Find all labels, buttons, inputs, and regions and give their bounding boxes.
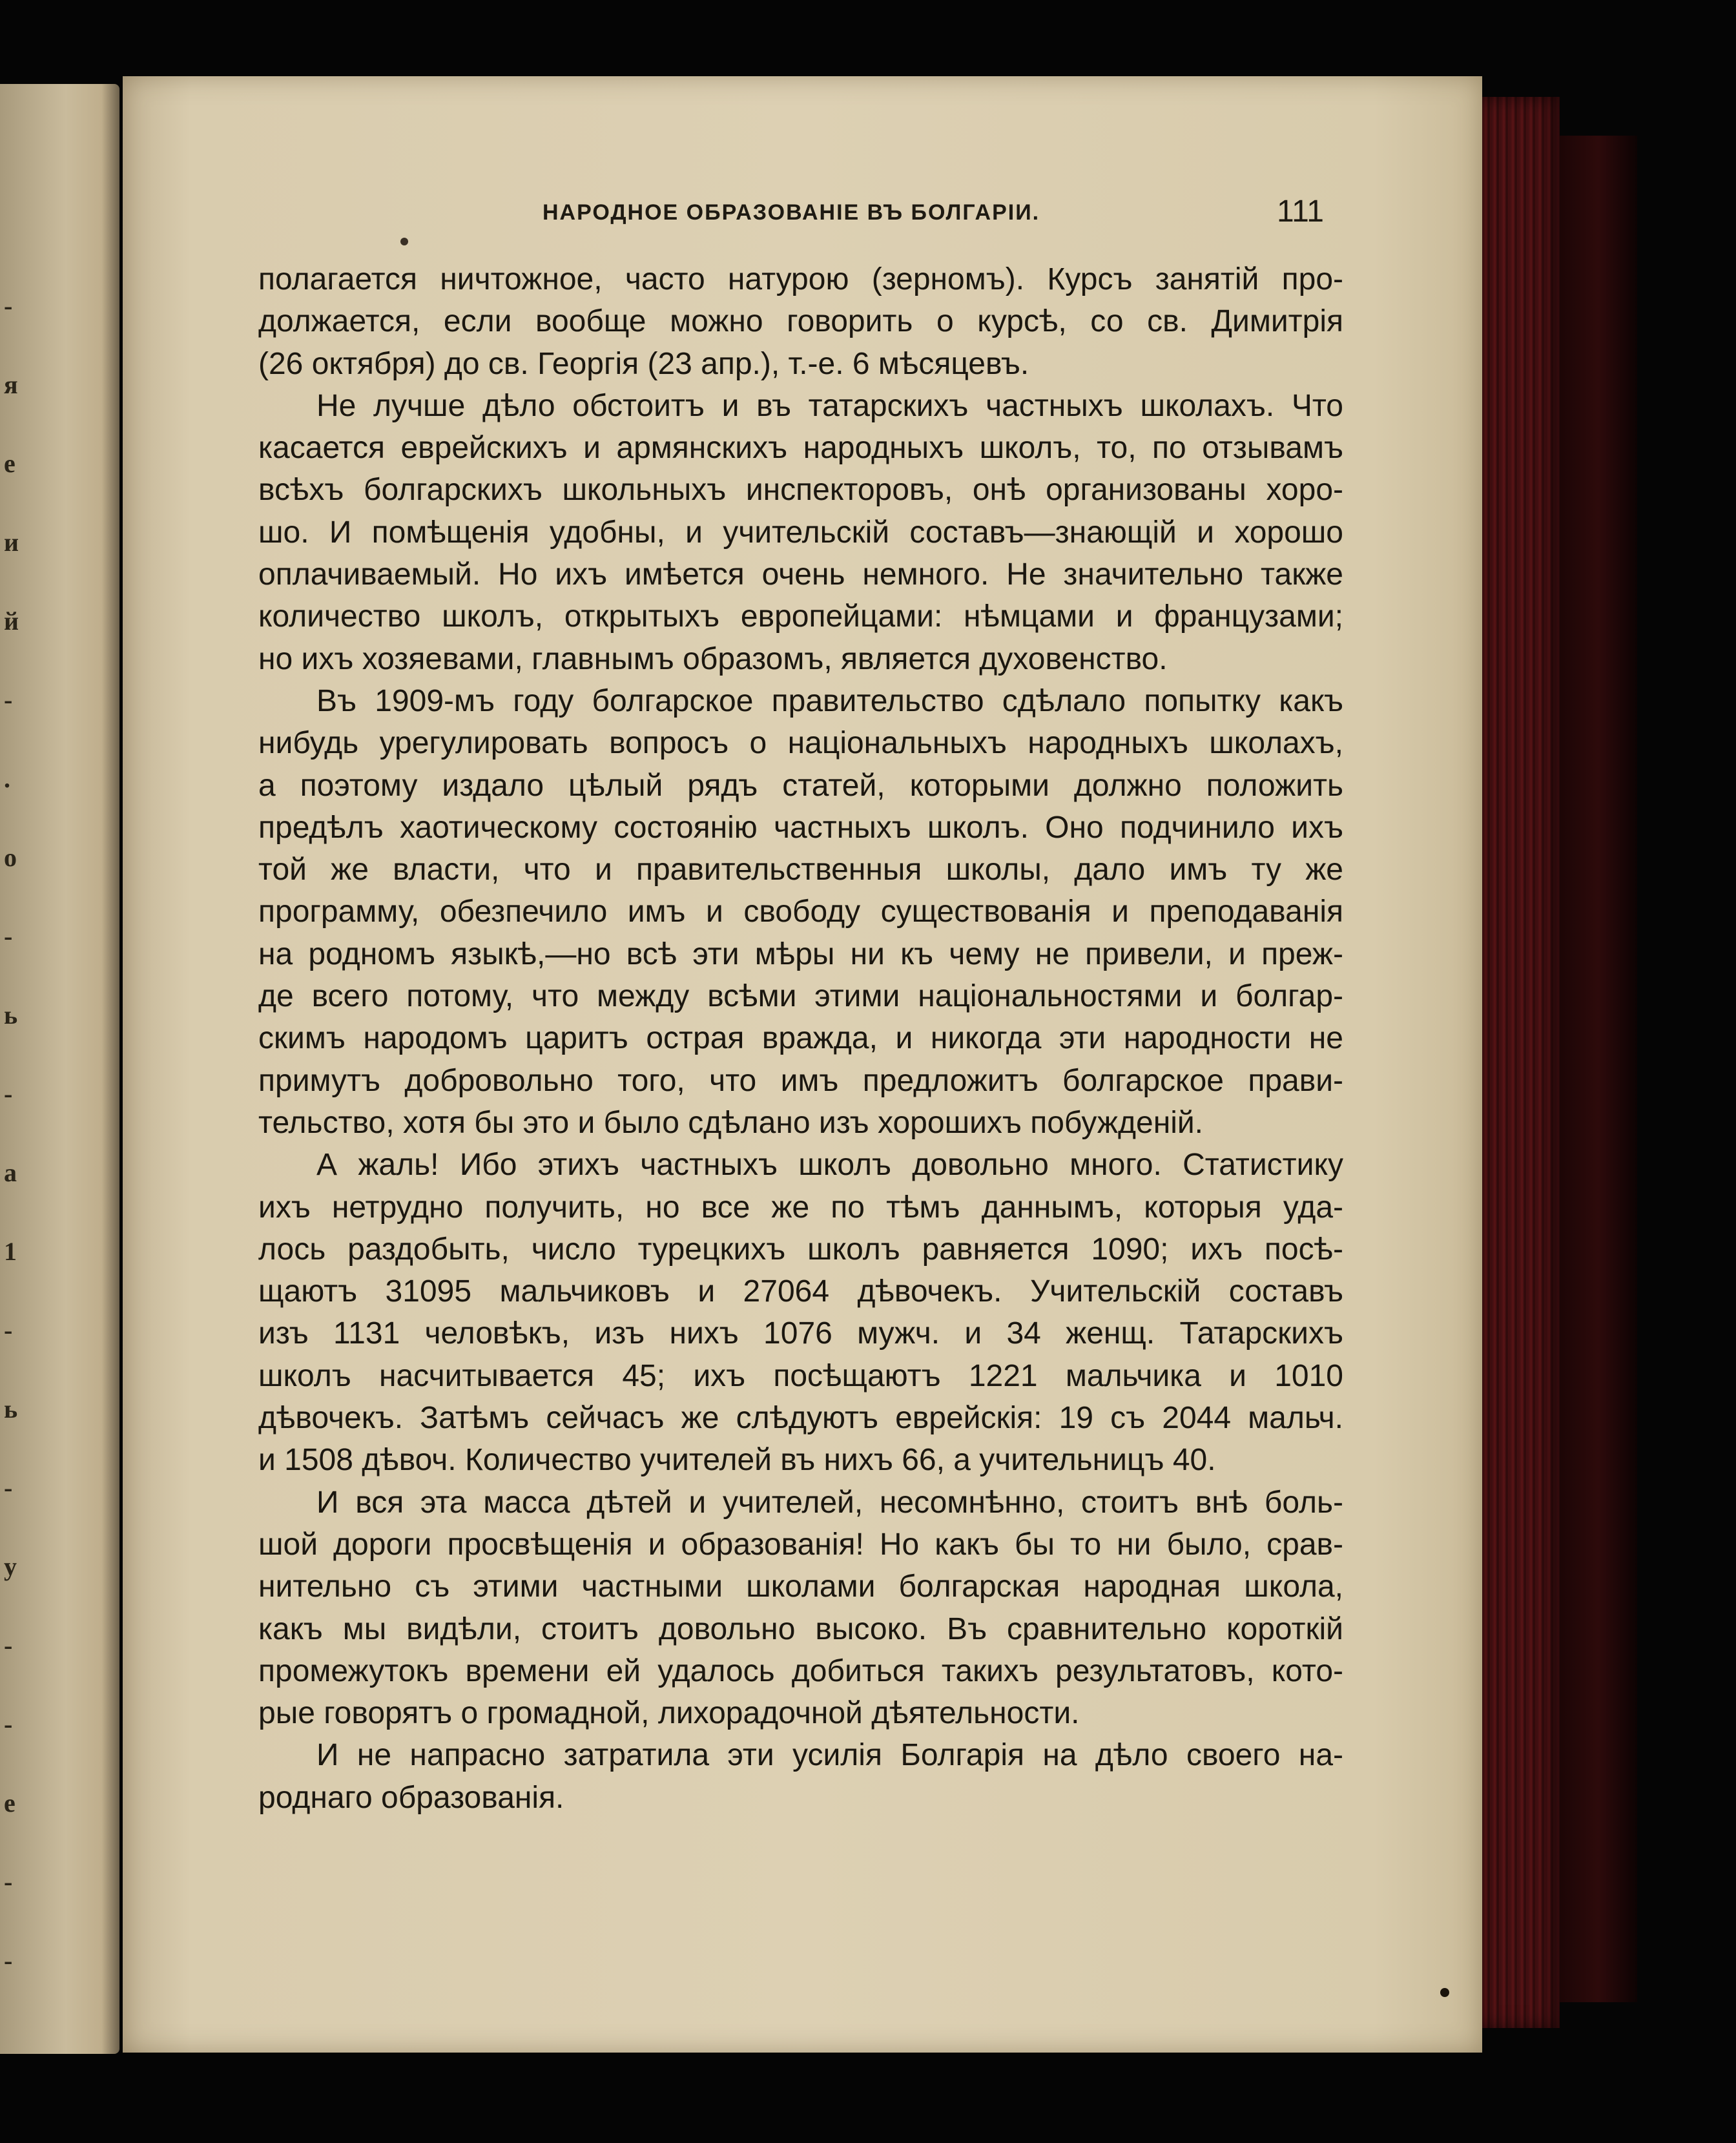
ink-speck bbox=[1440, 1988, 1449, 1997]
text-line: и 1508 дѣвоч. Количество учителей въ нихъ 66, а учительницъ 40. bbox=[258, 1443, 1216, 1478]
facing-page-glyph: я bbox=[4, 370, 18, 399]
text-line: Не лучше дѣло обстоитъ и въ татарскихъ частныхъ школахъ. Что bbox=[316, 388, 1343, 423]
facing-page-glyph: - bbox=[4, 1079, 13, 1108]
book-edge-dark bbox=[1560, 136, 1637, 2002]
text-line: (26 октября) до св. Георгія (23 апр.), т.-е. 6 мѣсяцевъ. bbox=[258, 346, 1029, 381]
paragraph bbox=[258, 385, 1343, 680]
text-line: предѣлъ хаотическому состоянію частныхъ школъ. Оно подчинило ихъ bbox=[258, 810, 1343, 845]
text-line: де всего потому, что между всѣми этими національностями и болгар- bbox=[258, 979, 1343, 1014]
text-line: щаютъ 31095 мальчиковъ и 27064 дѣвочекъ. Учительскій составъ bbox=[258, 1274, 1343, 1309]
facing-page-glyph: ь bbox=[4, 1394, 18, 1423]
facing-page-glyph: - bbox=[4, 1631, 13, 1660]
paragraph bbox=[258, 258, 1343, 385]
facing-page-glyph: - bbox=[4, 1316, 13, 1345]
text-line: примутъ добровольно того, что имъ предложитъ болгарское прави- bbox=[258, 1063, 1343, 1098]
facing-page-glyph: и bbox=[4, 528, 19, 557]
text-line: нибудь урегулировать вопросъ о національныхъ народныхъ школахъ, bbox=[258, 726, 1343, 761]
text-line: на родномъ языкѣ,—но всѣ эти мѣры ни къ чему не привели, и преж- bbox=[258, 937, 1343, 971]
text-line: должается, если вообще можно говорить о курсѣ, со св. Димитрія bbox=[258, 304, 1343, 339]
text-line: скимъ народомъ царитъ острая вражда, и никогда эти народности не bbox=[258, 1021, 1343, 1056]
text-line: Въ 1909-мъ году болгарское правительство сдѣлало попытку какъ bbox=[316, 683, 1343, 718]
text-line: полагается ничтожное, часто натурою (зерномъ). Курсъ занятій про- bbox=[258, 262, 1343, 296]
facing-page-glyph: й bbox=[4, 606, 19, 636]
paragraph bbox=[258, 1734, 1343, 1819]
text-line: какъ мы видѣли, стоитъ довольно высоко. Въ сравнительно короткій bbox=[258, 1611, 1343, 1646]
text-line: но ихъ хозяевами, главнымъ образомъ, является духовенство. bbox=[258, 641, 1168, 676]
text-line: касается еврейскихъ и армянскихъ народныхъ школъ, то, по отзывамъ bbox=[258, 431, 1343, 466]
facing-page-glyph: - bbox=[4, 922, 13, 951]
facing-page-glyph: - bbox=[4, 1473, 13, 1502]
text-line: рые говорятъ о громадной, лихорадочной дѣятельности. bbox=[258, 1696, 1080, 1731]
facing-page-glyph: . bbox=[4, 764, 10, 793]
text-line: А жаль! Ибо этихъ частныхъ школъ довольно много. Статистику bbox=[316, 1148, 1343, 1183]
facing-page-glyph: у bbox=[4, 1552, 17, 1581]
page-header bbox=[258, 194, 1324, 239]
left-page-edge bbox=[0, 84, 119, 2054]
text-line: программу, обезпечило имъ и свободу существованія и преподаванія bbox=[258, 895, 1343, 929]
paragraph bbox=[258, 680, 1343, 1144]
facing-page-glyph: о bbox=[4, 843, 17, 872]
text-line: шой дороги просвѣщенія и образованія! Но какъ бы то ни было, срав- bbox=[258, 1527, 1343, 1562]
text-line: нительно съ этими частными школами болгарская народная школа, bbox=[258, 1569, 1343, 1604]
book-edge bbox=[1482, 97, 1560, 2028]
paragraph bbox=[258, 1144, 1343, 1481]
text-line: шо. И помѣщенія удобны, и учительскій составъ—знающій и хорошо bbox=[258, 515, 1343, 550]
text-line: дѣвочекъ. Затѣмъ сейчасъ же слѣдуютъ еврейскія: 19 съ 2044 мальч. bbox=[258, 1401, 1343, 1436]
text-line: той же власти, что и правительственныя школы, дало имъ ту же bbox=[258, 853, 1343, 887]
text-line: роднаго образованія. bbox=[258, 1780, 564, 1815]
text-line: изъ 1131 человѣкъ, изъ нихъ 1076 мужч. и 34 женщ. Татарскихъ bbox=[258, 1316, 1343, 1351]
text-line: а поэтому издало цѣлый рядъ статей, которыми должно положить bbox=[258, 768, 1343, 803]
facing-page-glyph: 1 bbox=[4, 1237, 17, 1266]
text-line: И вся эта масса дѣтей и учителей, несомнѣнно, стоитъ внѣ боль- bbox=[316, 1485, 1343, 1520]
text-line: всѣхъ болгарскихъ школьныхъ инспекторовъ, онѣ организованы хоро- bbox=[258, 473, 1343, 508]
text-line: И не напрасно затратила эти усилія Болгарія на дѣло своего на- bbox=[316, 1738, 1343, 1773]
text-line: тельство, хотя бы это и было сдѣлано изъ хорошихъ побужденій. bbox=[258, 1105, 1204, 1140]
facing-page-glyph: - bbox=[4, 685, 13, 714]
text-line: лось раздобыть, число турецкихъ школъ равняется 1090; ихъ посѣ- bbox=[258, 1232, 1343, 1267]
facing-page-glyph: е bbox=[4, 1788, 16, 1817]
facing-page-glyph: - bbox=[4, 1710, 13, 1739]
text-line: ихъ нетрудно получить, но все же по тѣмъ даннымъ, которыя уда- bbox=[258, 1190, 1343, 1225]
text-line: оплачиваемый. Но ихъ имѣется очень немного. Не значительно также bbox=[258, 557, 1343, 592]
body-text bbox=[258, 258, 1343, 1819]
text-line: промежутокъ времени ей удалось добиться такихъ результатовъ, кото- bbox=[258, 1653, 1343, 1688]
page-number: 111 bbox=[1277, 194, 1324, 229]
facing-page-glyph: - bbox=[4, 291, 13, 320]
facing-page-glyph: ь bbox=[4, 1000, 18, 1030]
facing-page-glyph: - bbox=[4, 1946, 13, 1975]
facing-page-glyph: - bbox=[4, 1867, 13, 1896]
running-title: НАРОДНОЕ ОБРАЗОВАНІЕ ВЪ БОЛГАРІИ. bbox=[542, 200, 1040, 225]
text-line: количество школъ, открытыхъ европейцами: нѣмцами и французами; bbox=[258, 599, 1343, 634]
text-line: школъ насчитывается 45; ихъ посѣщаютъ 1221 мальчика и 1010 bbox=[258, 1358, 1343, 1393]
facing-page-glyph: е bbox=[4, 449, 16, 478]
paragraph bbox=[258, 1482, 1343, 1735]
facing-page-glyph: а bbox=[4, 1158, 17, 1187]
